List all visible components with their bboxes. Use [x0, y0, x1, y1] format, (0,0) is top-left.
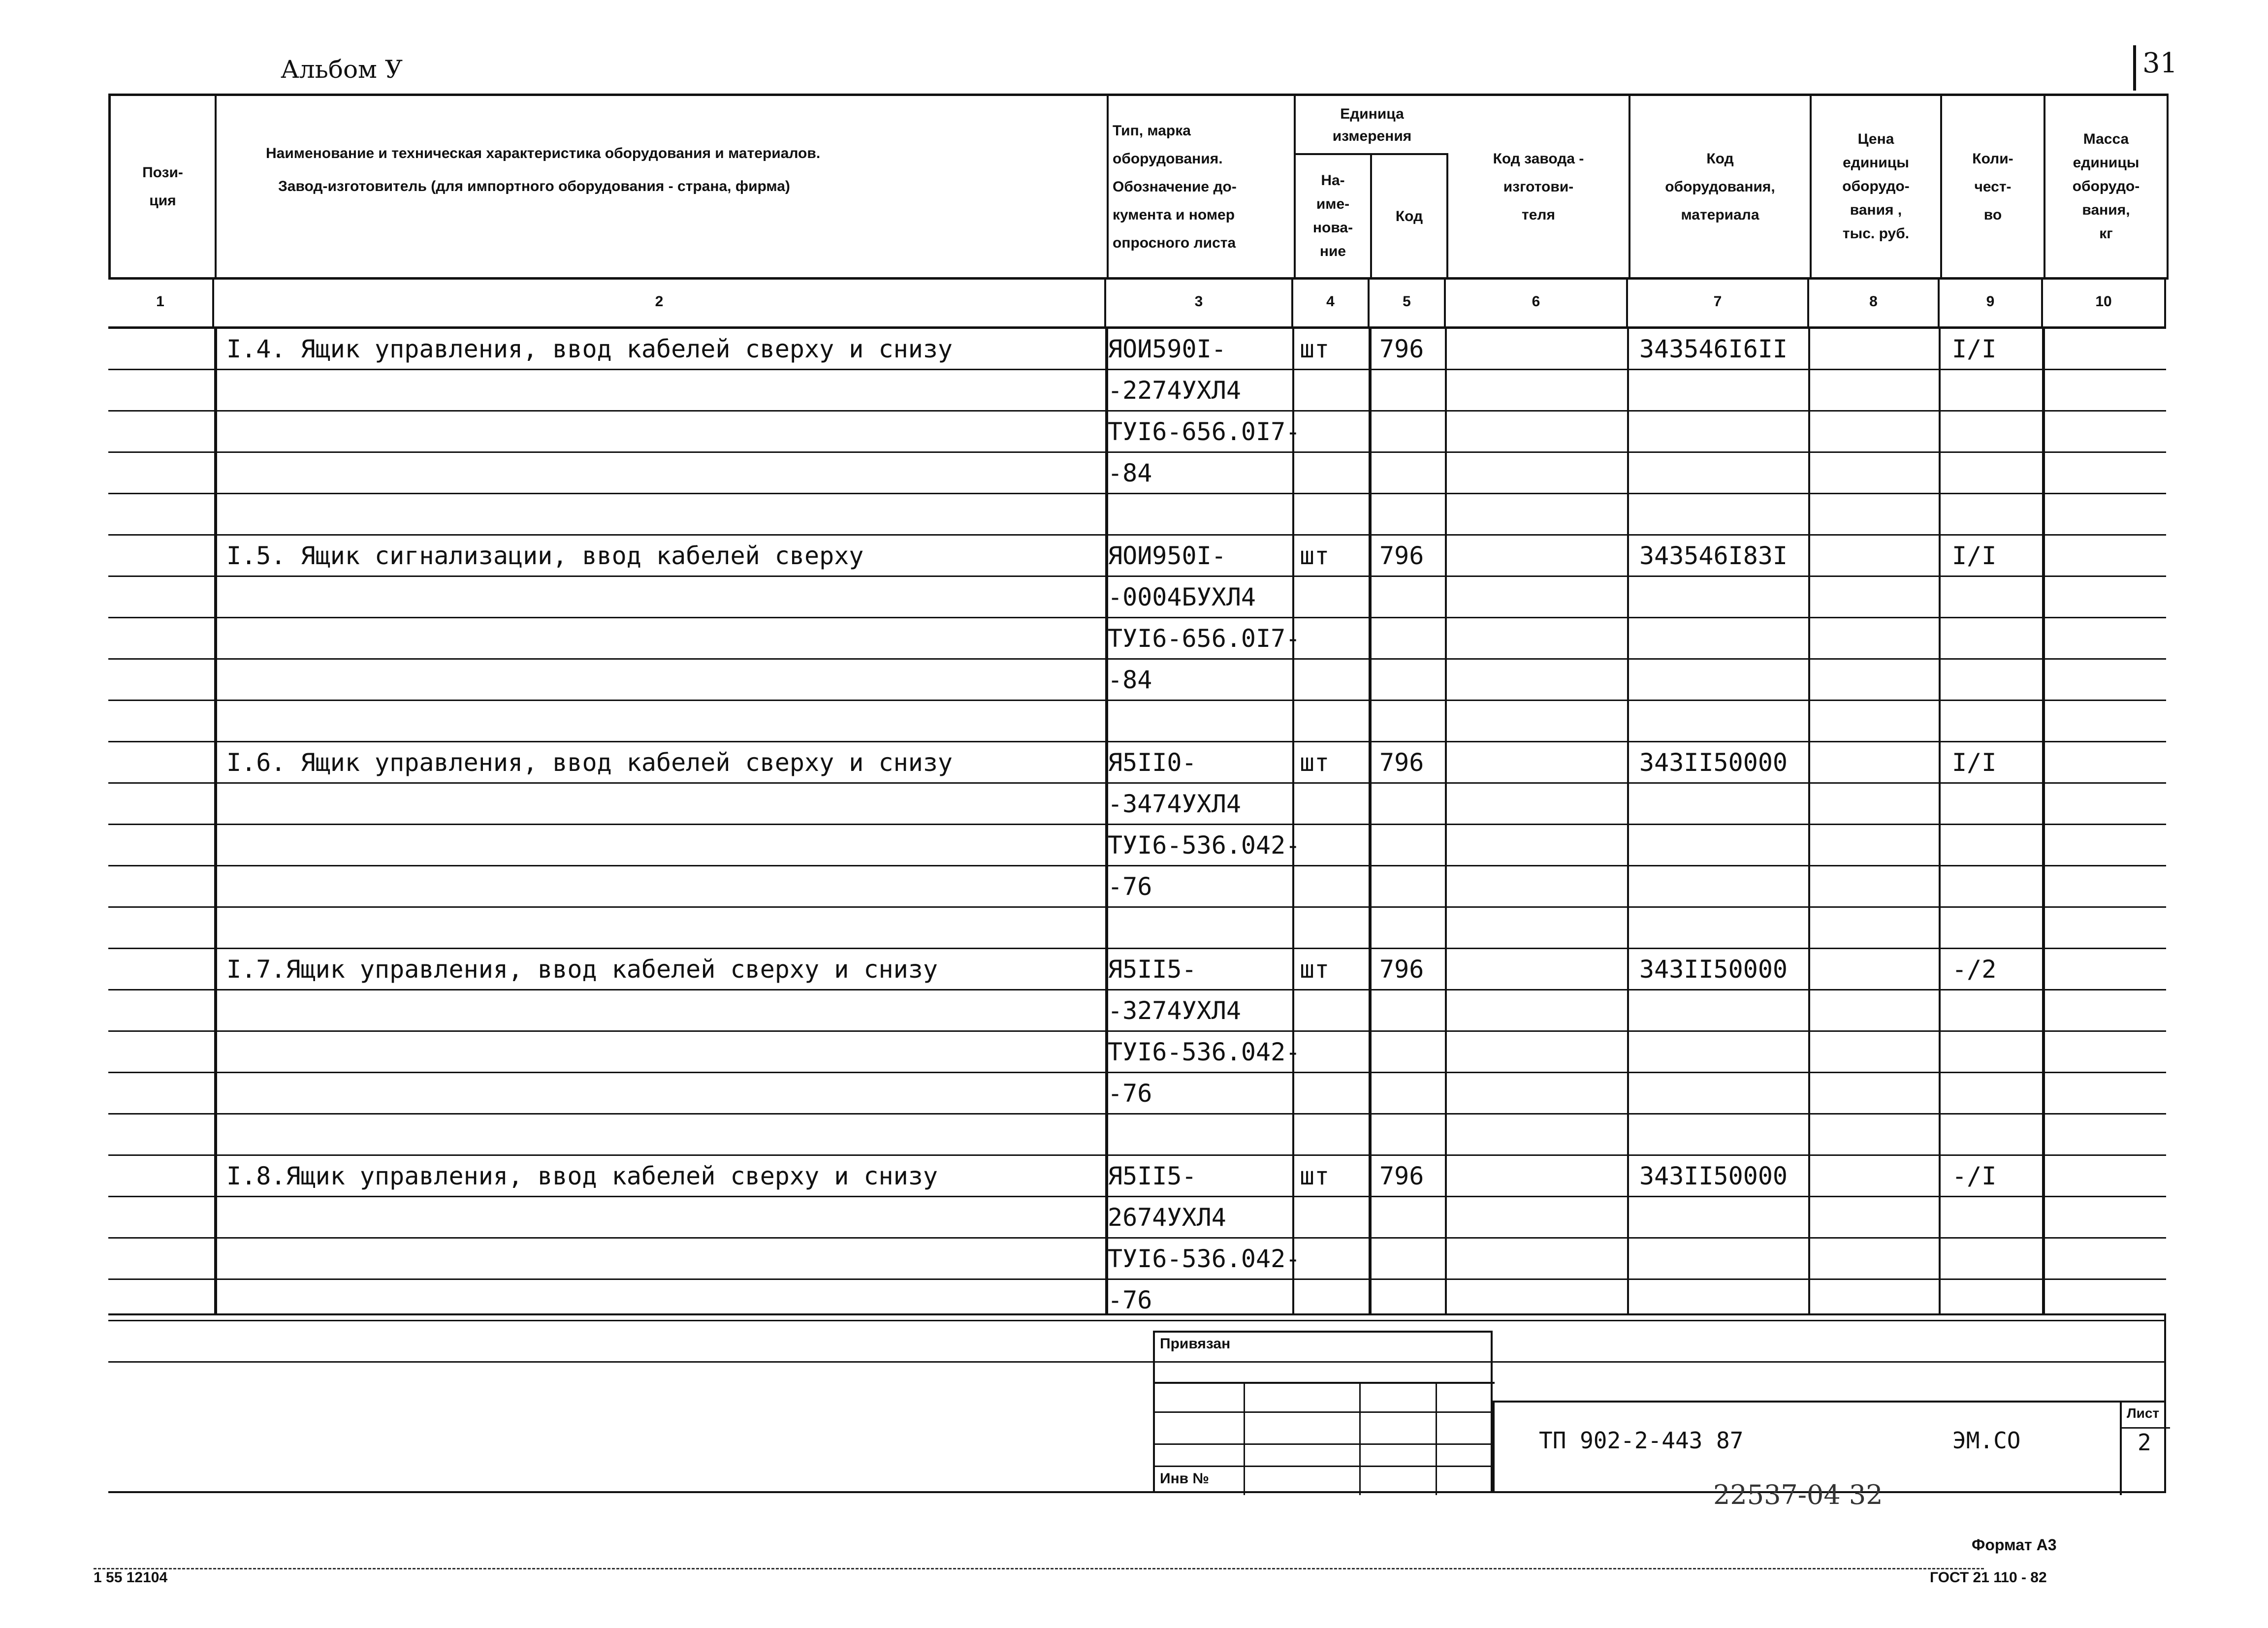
item-quantity: I/I	[1952, 542, 1997, 570]
item-quantity: -/2	[1952, 955, 1997, 984]
column-number: 7	[1628, 277, 1809, 326]
item-type: ЯОИ590I-	[1108, 335, 1226, 363]
sheet-label: Лист	[2127, 1405, 2160, 1421]
item-type: -84	[1108, 666, 1152, 694]
header-unit-code: Код	[1372, 155, 1448, 277]
item-code: 343II50000	[1639, 748, 1788, 777]
table-row	[108, 1115, 2166, 1156]
item-code: 343546I83I	[1639, 542, 1788, 570]
item-name: I.8.Ящик управления, ввод кабелей сверху и снизу	[226, 1162, 938, 1190]
item-unit: шт	[1300, 748, 1330, 777]
item-type: -76	[1108, 872, 1152, 901]
item-type: -3274УХЛ4	[1108, 996, 1241, 1025]
table-row	[108, 701, 2166, 742]
item-unit-code: 796	[1379, 542, 1424, 570]
bottom-line	[94, 1568, 1984, 1569]
item-unit: шт	[1300, 955, 1330, 984]
header-position: Пози- ция	[111, 96, 217, 277]
header-equipment-code: Код оборудования, материала	[1630, 96, 1812, 277]
column-number: 1	[108, 277, 214, 326]
header-name: Наименование и техническая характеристика оборудования и материалов. Завод-изготовитель (для импортного оборудования - страна, фирма)	[217, 96, 1109, 277]
item-unit-code: 796	[1379, 955, 1424, 984]
bound-stamp	[1153, 1331, 1493, 1493]
item-name: I.4. Ящик управления, ввод кабелей сверху и снизу	[226, 335, 953, 363]
column-number: 9	[1940, 277, 2043, 326]
header-quantity: Коли- чест- во	[1942, 96, 2045, 277]
item-unit: шт	[1300, 1162, 1330, 1190]
item-unit-code: 796	[1379, 335, 1424, 363]
item-unit-code: 796	[1379, 1162, 1424, 1190]
page-number: 31	[2142, 47, 2178, 79]
column-number: 5	[1370, 277, 1446, 326]
item-type: -3474УХЛ4	[1108, 790, 1241, 818]
column-number: 10	[2043, 277, 2166, 326]
item-name: I.7.Ящик управления, ввод кабелей сверху и снизу	[226, 955, 938, 984]
gost-label: ГОСТ 21 110 - 82	[1930, 1569, 2047, 1586]
item-name: I.5. Ящик сигнализации, ввод кабелей сверху	[226, 542, 864, 570]
document-code: ТП 902-2-443 87	[1539, 1427, 1744, 1454]
item-quantity: -/I	[1952, 1162, 1997, 1190]
item-type: -2274УХЛ4	[1108, 376, 1241, 405]
item-type: Я5II5-	[1108, 955, 1197, 984]
table-row	[108, 494, 2166, 536]
item-unit: шт	[1300, 542, 1330, 570]
item-type: -84	[1108, 459, 1152, 487]
item-type: ТУI6-536.042-	[1108, 1038, 1301, 1066]
item-type: -76	[1108, 1286, 1152, 1314]
inventory-number: 1 55 12104	[94, 1569, 168, 1586]
column-number: 4	[1293, 277, 1370, 326]
item-type: ТУI6-656.0I7-	[1108, 624, 1301, 653]
item-unit: шт	[1300, 335, 1330, 363]
item-type: -0004БУХЛ4	[1108, 583, 1256, 611]
table-row	[108, 908, 2166, 949]
sheet-number: 2	[2138, 1429, 2151, 1456]
header-factory-code: Код завода - изготови- теля	[1448, 96, 1630, 277]
header-mass: Масса единицы оборудо- вания, кг	[2045, 96, 2169, 277]
item-type: 2674УХЛ4	[1108, 1203, 1226, 1232]
column-number: 8	[1809, 277, 1940, 326]
item-name: I.6. Ящик управления, ввод кабелей сверху и снизу	[226, 748, 953, 777]
handwritten-number: 22537-04 32	[1713, 1479, 1883, 1510]
item-type: Я5II5-	[1108, 1162, 1197, 1190]
item-type: ТУI6-656.0I7-	[1108, 417, 1301, 446]
inventory-label: Инв №	[1160, 1470, 1209, 1487]
item-quantity: I/I	[1952, 748, 1997, 777]
item-code: 343II50000	[1639, 1162, 1788, 1190]
album-title: Альбом У	[281, 55, 403, 84]
column-number: 6	[1446, 277, 1628, 326]
item-type: ЯОИ950I-	[1108, 542, 1226, 570]
header-unit-name: На- име- нова- ние	[1296, 155, 1372, 277]
document-mark: ЭМ.СО	[1952, 1427, 2021, 1454]
item-type: ТУI6-536.042-	[1108, 1245, 1301, 1273]
table-body	[108, 329, 2166, 1313]
item-quantity: I/I	[1952, 335, 1997, 363]
item-unit-code: 796	[1379, 748, 1424, 777]
item-code: 343546I6II	[1639, 335, 1788, 363]
format-label: Формат А3	[1972, 1536, 2057, 1554]
item-type: ТУI6-536.042-	[1108, 831, 1301, 860]
column-numbers-row	[108, 277, 2166, 329]
header-unit-group: Единица измерения	[1296, 96, 1448, 155]
column-number: 3	[1106, 277, 1293, 326]
column-number: 2	[214, 277, 1106, 326]
item-type: -76	[1108, 1079, 1152, 1108]
bound-label: Привязан	[1160, 1336, 1231, 1352]
item-code: 343II50000	[1639, 955, 1788, 984]
item-type: Я5II0-	[1108, 748, 1197, 777]
page-number-bar	[2133, 45, 2136, 91]
header-price: Цена единицы оборудо- вания , тыс. руб.	[1812, 96, 1942, 277]
header-type: Тип, марка оборудования. Обозначение до- кумента и номер опросного листа	[1109, 96, 1296, 277]
table-header	[108, 94, 2169, 280]
